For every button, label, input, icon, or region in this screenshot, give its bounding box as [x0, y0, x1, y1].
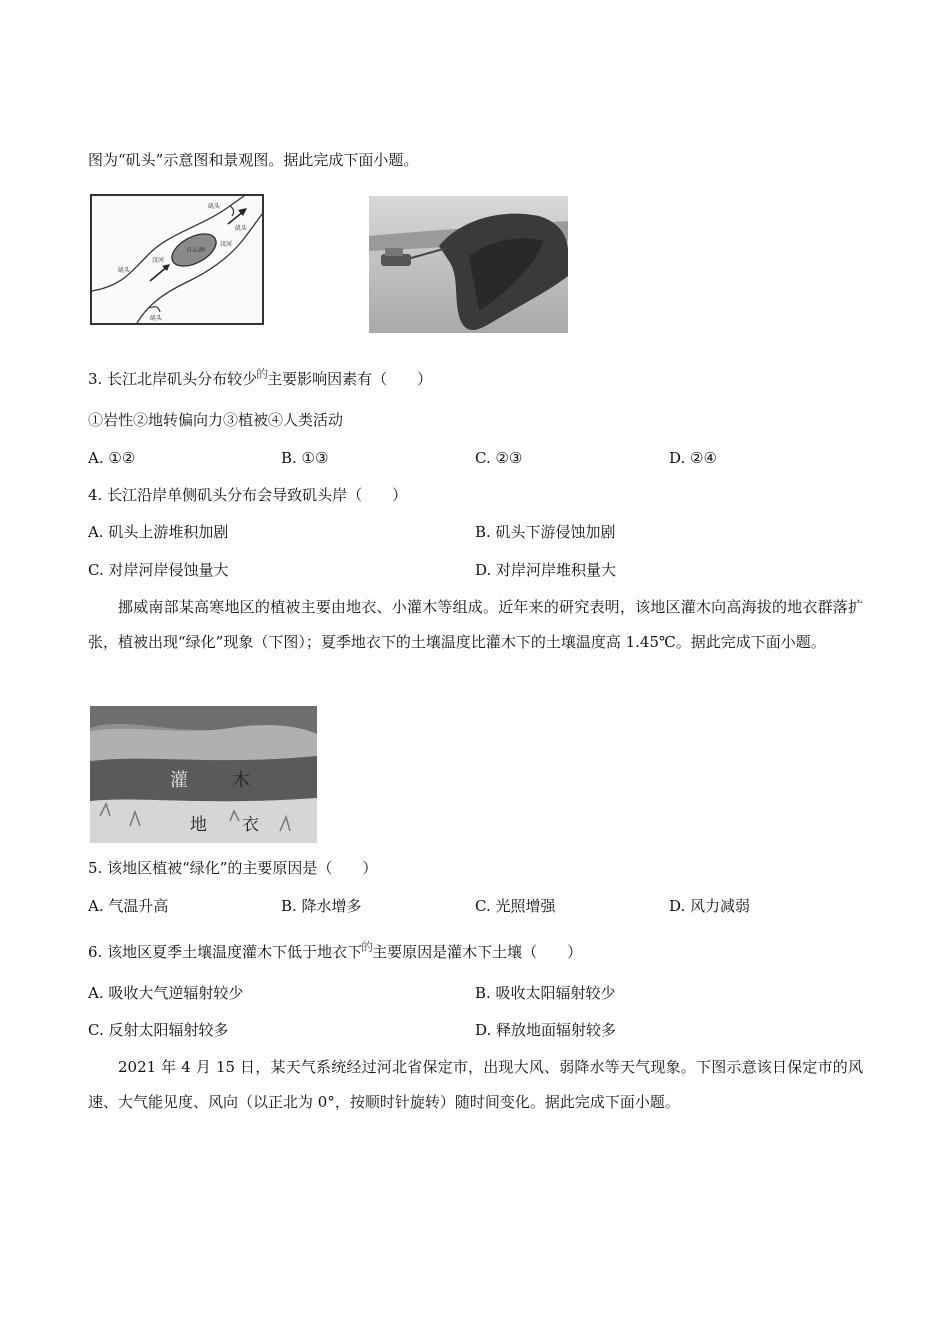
question-4-option-c[interactable]: C. 对岸河岸侵蚀量大	[88, 561, 229, 579]
jitou-label: 矶头	[235, 225, 248, 232]
question-5-option-a[interactable]: A. 气温升高	[88, 897, 169, 915]
intro-text-2: 挪威南部某高寒地区的植被主要由地衣、小灌木等组成。近年来的研究表明，该地区灌木向高海拔的地衣群落扩张，植被出现“绿化”现象（下图）；夏季地衣下的土壤温度比灌木下的土壤温度高 1.45℃。据此完成下面小题。	[88, 598, 863, 651]
question-6-option-c[interactable]: C. 反射太阳辐射较多	[88, 1021, 229, 1039]
question-6-stem: 6. 该地区夏季土壤温度灌木下低于地衣下$^的$主要原因是灌木下土壤（ ）	[88, 940, 583, 961]
shrub-label: 灌	[170, 770, 188, 791]
norway-vegetation-photo	[90, 706, 317, 843]
question-5-stem: 5. 该地区植被“绿化”的主要原因是（ ）	[88, 859, 378, 877]
question-3-stem: 3. 长江北岸矶头分布较少$^的$主要影响因素有（ ）	[88, 367, 433, 388]
question-5-option-c[interactable]: C. 光照增强	[475, 897, 556, 915]
jitou-schematic-map	[90, 194, 264, 325]
intro-text-1: 图为“矶头”示意图和景观图。据此完成下面小题。	[88, 151, 419, 169]
question-3-option-b[interactable]: B. ①③	[281, 449, 329, 467]
question-5-option-d[interactable]: D. 风力减弱	[669, 897, 751, 915]
island-label: 江心洲	[187, 247, 206, 254]
intro-text-3: 2021 年 4 月 15 日，某天气系统经过河北省保定市，出现大风、弱降水等天气现象。下图示意该日保定市的风速、大气能见度、风向（以正北为 0°，按顺时针旋转）随时间变化。据此完成下面小题。	[88, 1058, 863, 1111]
question-6-option-a[interactable]: A. 吸收大气逆辐射较少	[88, 984, 244, 1002]
question-3-option-a[interactable]: A. ①②	[88, 449, 136, 467]
question-4-stem: 4. 长江沿岸单侧矶头分布会导致矶头岸（ ）	[88, 486, 408, 504]
lichen-label: 地	[190, 815, 207, 835]
channel-label: 汊河	[220, 241, 233, 248]
question-4-option-d[interactable]: D. 对岸河岸堆积量大	[475, 561, 617, 579]
question-3-option-c[interactable]: C. ②③	[475, 449, 523, 467]
channel-label: 汊河	[152, 257, 165, 264]
question-4-option-b[interactable]: B. 矶头下游侵蚀加剧	[475, 523, 616, 541]
question-6-option-b[interactable]: B. 吸收太阳辐射较少	[475, 984, 616, 1002]
jitou-label: 矶头	[150, 315, 163, 322]
question-5-option-b[interactable]: B. 降水增多	[281, 897, 362, 915]
question-6-option-d[interactable]: D. 释放地面辐射较多	[475, 1021, 617, 1039]
question-3-option-d[interactable]: D. ②④	[669, 449, 717, 467]
question-4-option-a[interactable]: A. 矶头上游堆积加剧	[88, 523, 229, 541]
jitou-label: 矶头	[208, 203, 221, 210]
jitou-landscape-photo	[369, 196, 568, 333]
lichen-label: 衣	[242, 815, 259, 835]
question-3-factors: ①岩性②地转偏向力③植被④人类活动	[88, 411, 344, 429]
jitou-label: 矶头	[118, 267, 131, 274]
shrub-label: 木	[232, 770, 250, 791]
